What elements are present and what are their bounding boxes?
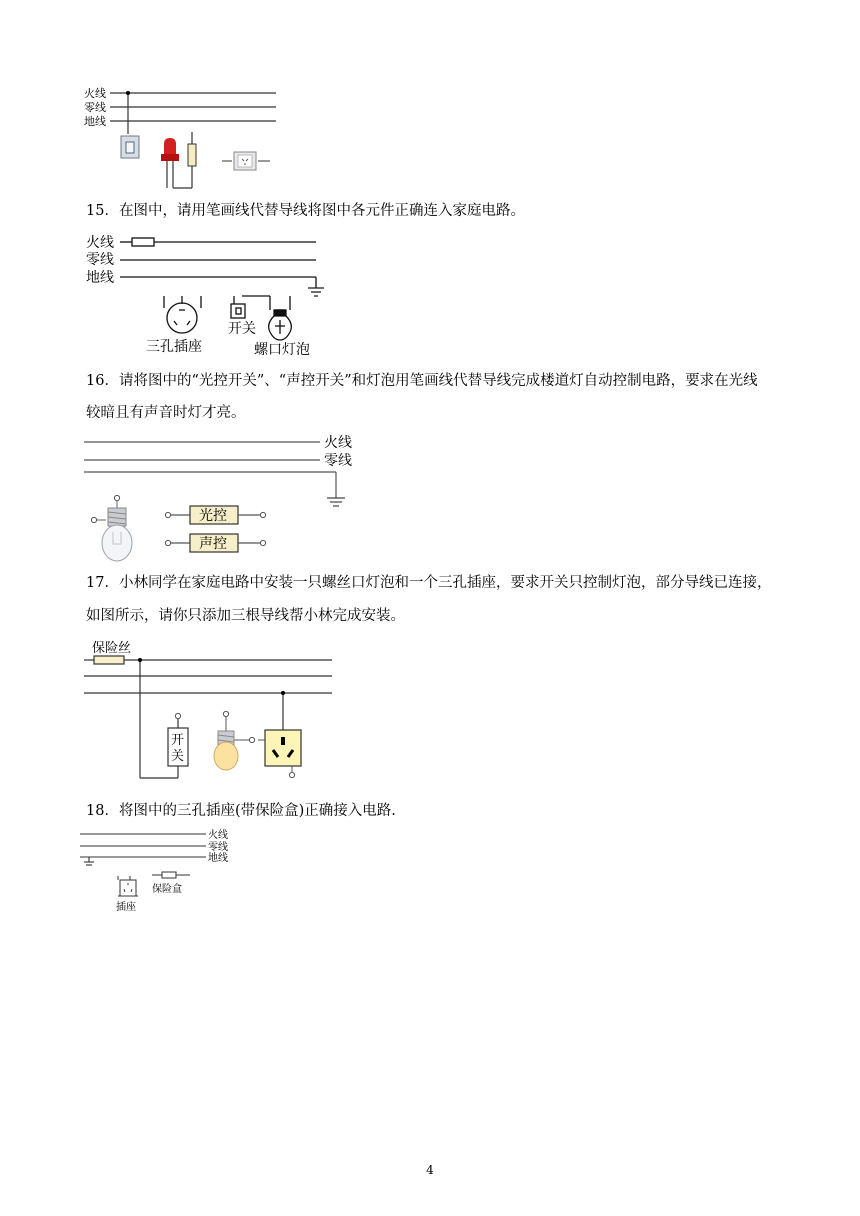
page-number: 4: [426, 1163, 434, 1177]
fig14-switch-icon: [121, 136, 139, 158]
fig15-switch-icon: [231, 296, 270, 318]
fig15-socket-icon: [164, 296, 201, 333]
fig17-switch-label-2: 关: [171, 749, 185, 764]
fig14-socket-icon: [222, 152, 270, 170]
fig14-live-label: 火线: [84, 87, 106, 100]
fig16-ground-icon: [327, 498, 345, 506]
fig16-bulb-icon: [91, 495, 132, 561]
fig18-neutral-label: 零线: [208, 842, 228, 853]
figure-18-circuit: [80, 828, 240, 914]
fig15-fuse-icon: [132, 238, 154, 246]
fig18-socket-icon: [118, 876, 138, 896]
question-16-line-1: 16．请将图中的“光控开关”、“声控开关”和灯泡用笔画线代替导线完成楼道灯自动控制电路，要求在光线: [86, 373, 758, 389]
fig15-neutral-label: 零线: [86, 252, 114, 268]
figure-15-circuit: [84, 230, 334, 360]
fig17-socket-icon: [258, 730, 301, 778]
fig18-earth-label: 地线: [208, 853, 228, 864]
fig18-live-label: 火线: [208, 830, 228, 841]
fig14-red-lamp-icon: [161, 138, 179, 188]
fig17-fuse-label: 保险丝: [92, 641, 132, 656]
fig17-bulb-icon: [214, 711, 255, 770]
fig14-earth-label: 地线: [84, 115, 106, 128]
fig17-fuse-icon: [94, 656, 124, 664]
figure-17-circuit: [84, 636, 344, 786]
figure-14-circuit: [82, 84, 282, 192]
question-18: 18．将图中的三孔插座(带保险盒)正确接入电路.: [86, 803, 396, 819]
fig16-live-label: 火线: [324, 435, 352, 451]
fig15-ground-icon: [308, 288, 324, 296]
fig15-earth-label: 地线: [86, 270, 114, 286]
fig14-neutral-label: 零线: [84, 101, 106, 114]
fig15-bulb-label: 螺口灯泡: [254, 342, 310, 358]
question-17-line-2: 如图所示，请你只添加三根导线帮小林完成安装。: [86, 608, 405, 624]
fig15-switch-label: 开关: [228, 321, 256, 337]
fig18-ground-icon: [84, 862, 94, 865]
fig16-light-switch-label: 光控: [199, 508, 227, 524]
fig15-bulb-icon: [269, 296, 292, 340]
fig18-fuse-box-label: 保险盒: [152, 884, 182, 895]
figure-16-circuit: [84, 432, 374, 564]
fig15-live-label: 火线: [86, 235, 114, 251]
fig17-switch-label-1: 开: [171, 733, 185, 748]
fig18-socket-label: 插座: [116, 902, 136, 913]
fig18-fuse-box-icon: [152, 872, 190, 878]
question-16-line-2: 较暗且有声音时灯才亮。: [86, 405, 246, 421]
question-15: 15．在图中，请用笔画线代替导线将图中各元件正确连入家庭电路。: [86, 203, 525, 219]
fig16-sound-switch-label: 声控: [199, 536, 227, 552]
fig15-socket-label: 三孔插座: [146, 339, 202, 355]
fig16-neutral-label: 零线: [324, 453, 352, 469]
question-17-line-1: 17．小林同学在家庭电路中安装一只螺丝口灯泡和一个三孔插座，要求开关只控制灯泡，部分导线已连接，: [86, 575, 772, 591]
